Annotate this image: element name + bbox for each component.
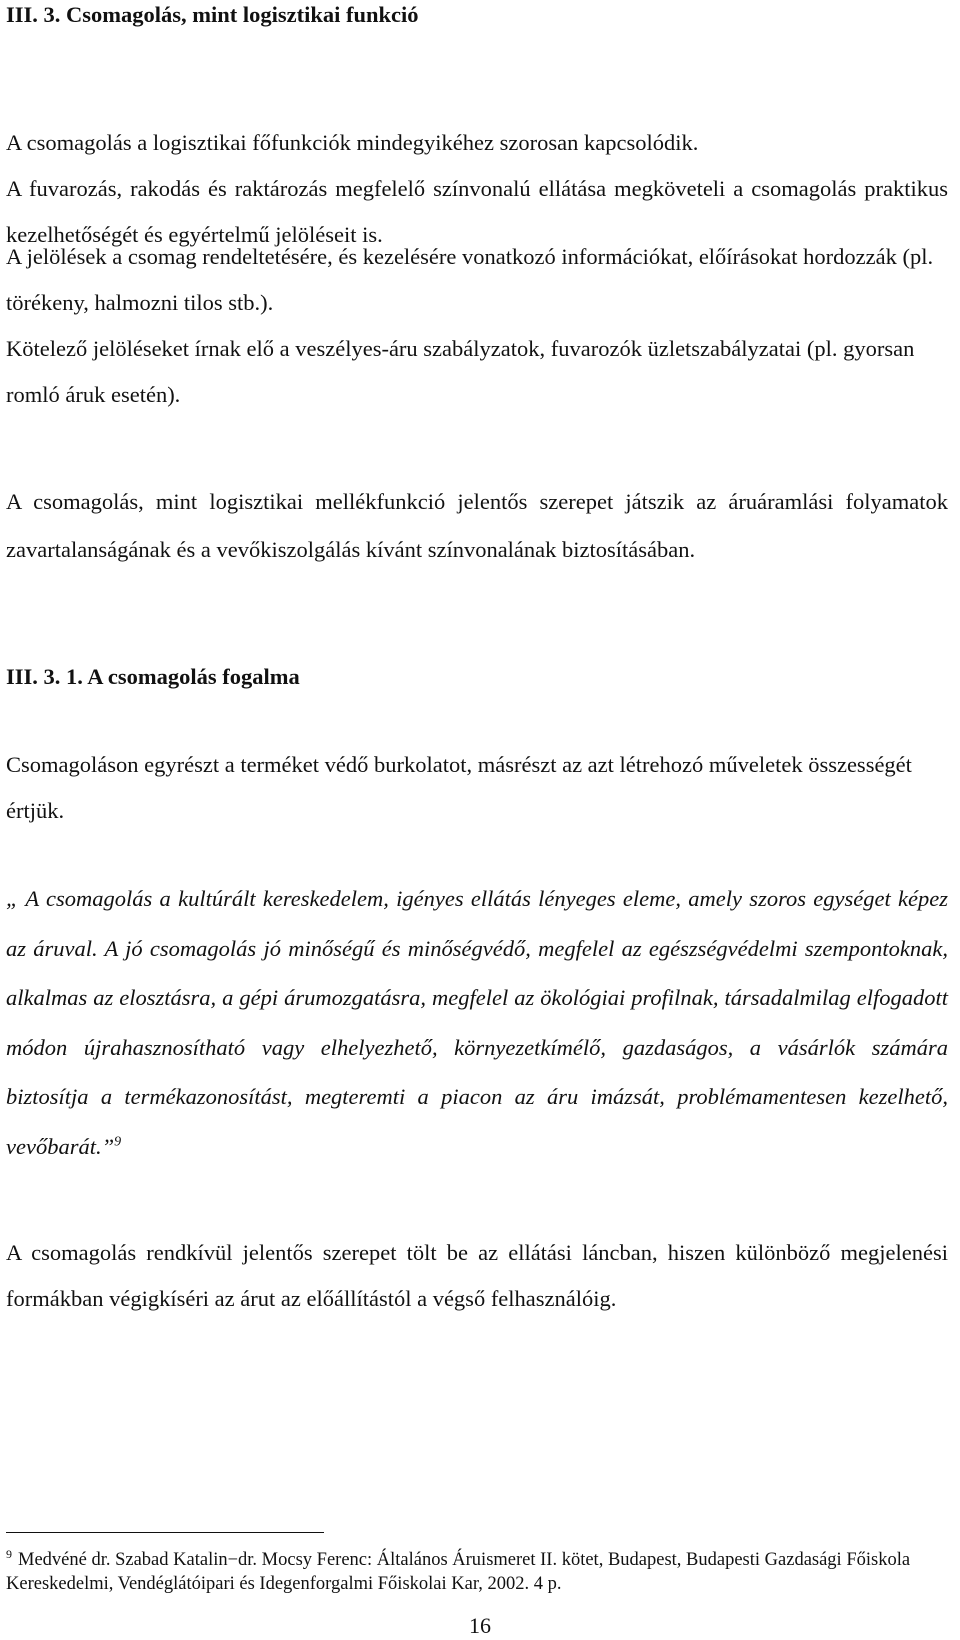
paragraph-supply-chain: A csomagolás rendkívül jelentős szerepet tölt be az ellátási láncban, hiszen különböző megjelenési formákban végigkíséri az árut az előállítástól a végső felhasználóig. (6, 1240, 948, 1311)
quotation-text: „ A csomagolás a kultúrált kereskedelem, igényes ellátás lényeges eleme, amely szoros egységet képez az áruval. A jó csomagolás jó minőségű és minőségvédő, megfelel az egészségvédelmi szempontoknak, alkalmas az elosztásra, a gépi árumozgatásra, megfelel az ökológiai profilnak, társadalmilag elfogadott módon újrahasznosítható vagy elhelyezhető, környezetkímélő, gazdaságos, a vásárlók számára biztosítja a termékazonosítást, megteremti a piacon az áru imázsát, problémamentesen kezelhető, vevőbarát.” (6, 886, 948, 1159)
footnote-separator (6, 1532, 324, 1533)
quotation (6, 874, 948, 1171)
paragraph-intro-mandatory: Kötelező jelöléseket írnak elő a veszélyes-áru szabályzatok, fuvarozók üzletszabályzatai (pl. gyorsan romló áruk esetén). (6, 336, 915, 407)
footnote-text: Medvéné dr. Szabad Katalin−dr. Mocsy Ferenc: Általános Áruismeret II. kötet, Budapest, Budapesti Gazdasági Főiskola Kereskedelmi, Vendéglátóipari és Idegenforgalmi Főiskolai Kar, 2002. 4 p. (6, 1550, 911, 1594)
paragraph-intro-first-line: A csomagolás a logisztikai főfunkciók mindegyikéhez szorosan kapcsolódik. (6, 130, 699, 155)
paragraph-secondary-function: A csomagolás, mint logisztikai mellékfunkció jelentős szerepet játszik az áruáramlási folyamatok zavartalanságának és a vevőkiszolgálás kívánt színvonalának biztosításában. (6, 489, 948, 562)
paragraph-intro-transport: A fuvarozás, rakodás és raktározás megfelelő színvonalú ellátása megköveteli a csomagolás praktikus kezelhetőségét és egyértelmű jelöléseit is. (6, 176, 948, 247)
footnote-number: 9 (6, 1546, 12, 1561)
paragraph-definition: Csomagoláson egyrészt a terméket védő burkolatot, másrészt az azt létrehozó műveletek összességét értjük. (6, 752, 912, 823)
footnote (6, 1548, 936, 1596)
subsection-heading: III. 3. 1. A csomagolás fogalma (6, 664, 300, 689)
paragraph-intro-markings: A jelölések a csomag rendeltetésére, és kezelésére vonatkozó információkat, előírásokat hordozzák (pl. törékeny, halmozni tilos stb.). (6, 244, 934, 315)
footnote-reference: 9 (114, 1134, 122, 1149)
section-heading: III. 3. Csomagolás, mint logisztikai funkció (6, 2, 419, 27)
page-number: 16 (469, 1613, 491, 1638)
